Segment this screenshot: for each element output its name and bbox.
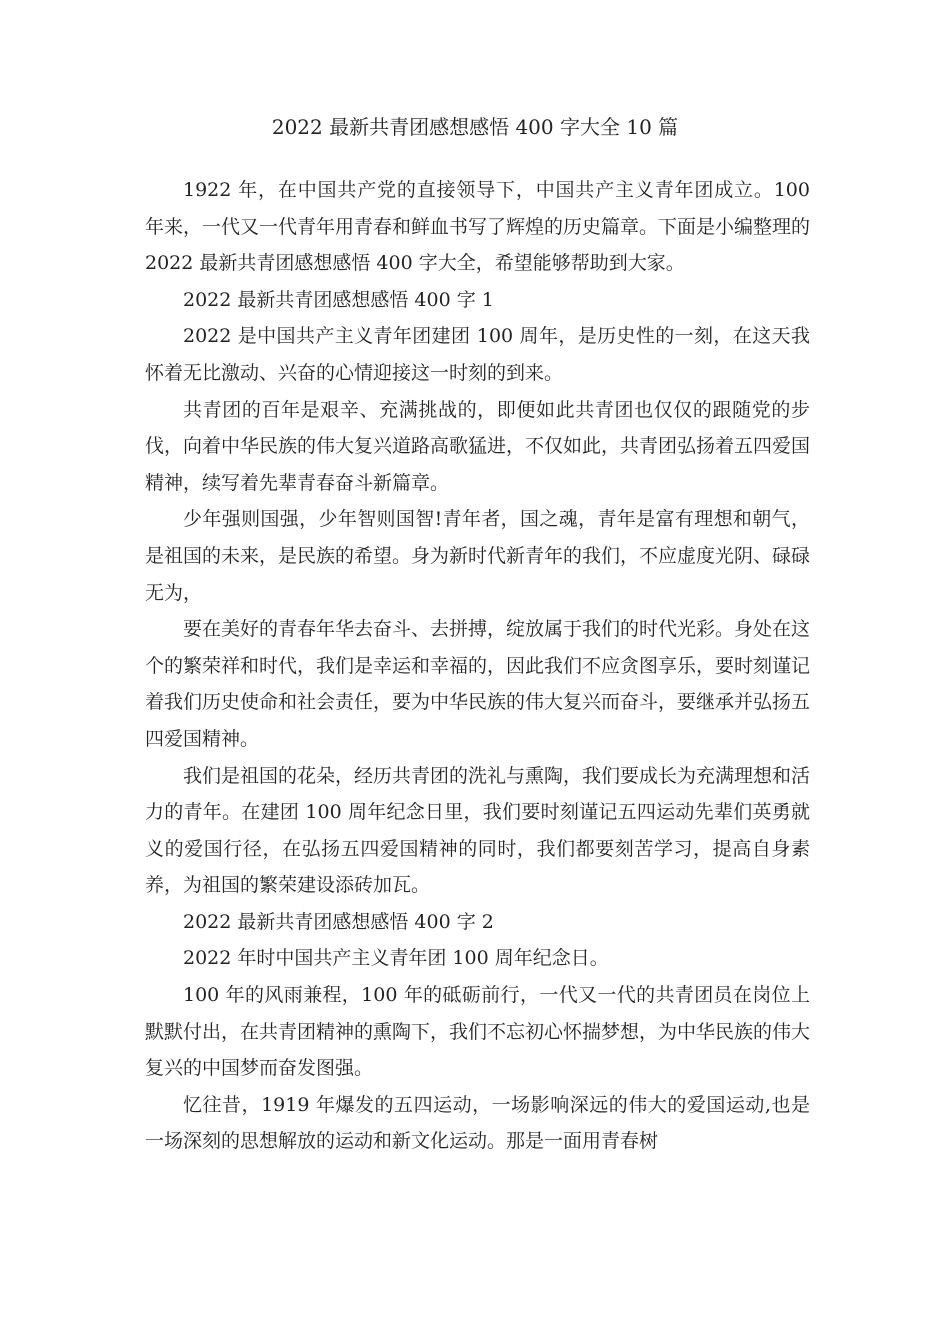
body-paragraph: 100 年的风雨兼程，100 年的砥砺前行，一代又一代的共青团员在岗位上默默付出，在共青团精神的熏陶下，我们不忘初心怀揣梦想，为中华民族的伟大复兴的中国梦而奋发图强。	[145, 984, 811, 1080]
body-paragraph: 少年强则国强，少年智则国智!青年者，国之魂，青年是富有理想和朝气，是祖国的未来，是民族的希望。身为新时代新青年的我们，不应虚度光阴、碌碌无为，	[145, 508, 811, 604]
body-paragraph: 忆往昔，1919 年爆发的五四运动，一场影响深远的伟大的爱国运动,也是一场深刻的思想解放的运动和新文化运动。那是一面用青春树	[145, 1093, 810, 1153]
body-paragraph: 我们是祖国的花朵，经历共青团的洗礼与熏陶，我们要成长为充满理想和活力的青年。在建团 100 周年纪念日里，我们要时刻谨记五四运动先辈们英勇就义的爱国行径，在弘扬五四爱国精神的同时，我们都要刻苦学习，提高自身素养，为祖国的繁荣建设添砖加瓦。	[145, 764, 811, 897]
section-heading-1: 2022 最新共青团感想感悟 400 字 1	[183, 288, 494, 311]
body-paragraph: 要在美好的青春年华去奋斗、去拼搏，绽放属于我们的时代光彩。身处在这个的繁荣祥和时代，我们是幸运和幸福的，因此我们不应贪图享乐，要时刻谨记着我们历史使命和社会责任，要为中华民族的伟大复兴而奋斗，要继承并弘扬五四爱国精神。	[145, 618, 811, 750]
body-paragraph: 共青团的百年是艰辛、充满挑战的，即便如此共青团也仅仅的跟随党的步伐，向着中华民族的伟大复兴道路高歌猛进，不仅如此，共青团弘扬着五四爱国精神，续写着先辈青春奋斗新篇章。	[145, 398, 811, 494]
intro-paragraph: 1922 年，在中国共产党的直接领导下，中国共产主义青年团成立。100 年来，一代又一代青年用青春和鲜血书写了辉煌的历史篇章。下面是小编整理的 2022 最新共青团感想感悟 400 字大全，希望能够帮助到大家。	[145, 179, 811, 275]
document-title: 2022 最新共青团感想感悟 400 字大全 10 篇	[271, 115, 679, 139]
section-heading-2: 2022 最新共青团感想感悟 400 字 2	[183, 910, 494, 933]
body-paragraph: 2022 是中国共产主义青年团建团 100 周年，是历史性的一刻，在这天我怀着无比激动、兴奋的心情迎接这一时刻的到来。	[145, 325, 810, 384]
document-body	[145, 172, 810, 1160]
body-paragraph: 2022 年时中国共产主义青年团 100 周年纪念日。	[183, 947, 609, 970]
